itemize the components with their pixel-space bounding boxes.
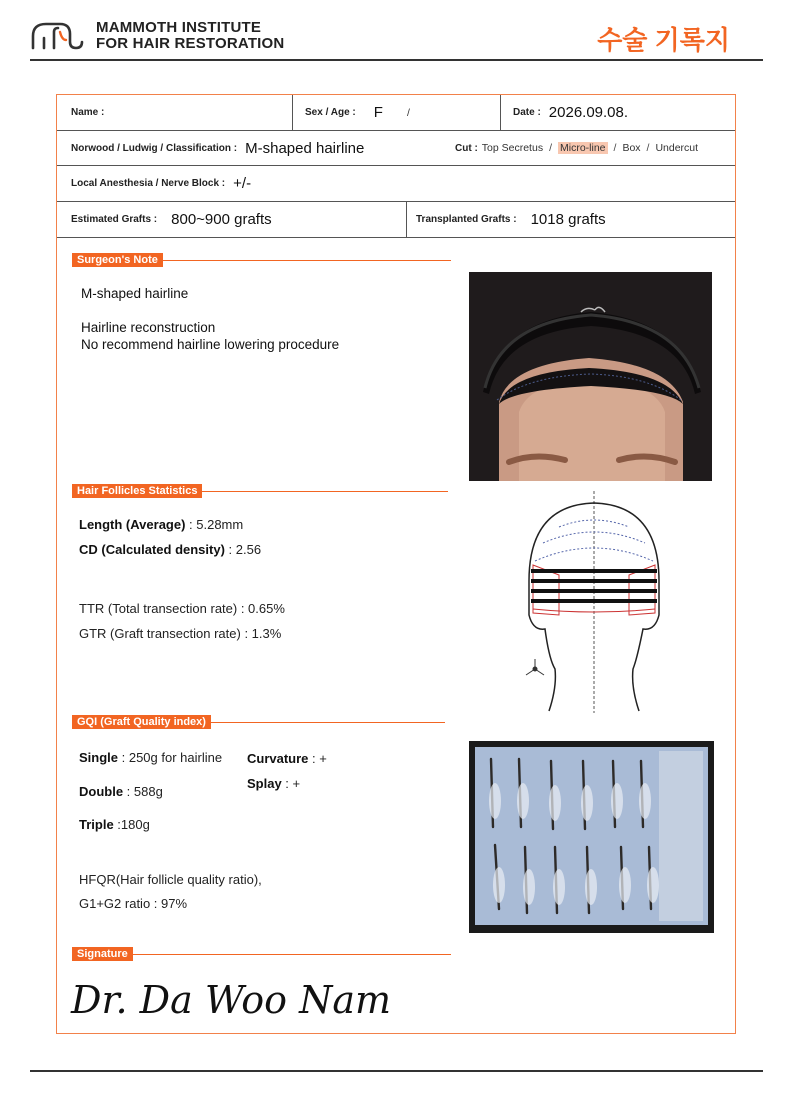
transplanted-grafts-value: 1018 grafts xyxy=(530,211,606,228)
stat-cd-value: : 2.56 xyxy=(224,542,262,557)
section-signature xyxy=(72,946,451,962)
section-gqi xyxy=(72,714,445,730)
gqi-hfqr-label: HFQR(Hair follicle quality ratio), xyxy=(79,872,262,887)
stat-length xyxy=(79,517,243,532)
name-field[interactable] xyxy=(71,95,112,130)
cut-option-box[interactable]: Box xyxy=(622,142,641,154)
estimated-grafts-field[interactable] xyxy=(71,202,272,237)
anesthesia-value: +/- xyxy=(233,175,252,192)
brand-line-1: MAMMOTH INSTITUTE xyxy=(96,19,262,36)
section-hair-follicles-statistics xyxy=(72,483,448,499)
cut-label: Cut : xyxy=(455,142,478,154)
sex-age-label: Sex / Age : xyxy=(305,107,356,118)
section-heading: Surgeon's Note xyxy=(72,253,163,267)
gqi-triple-label: Triple xyxy=(79,817,114,832)
anesthesia-field[interactable] xyxy=(71,166,251,201)
gqi-g1g2 xyxy=(79,896,187,911)
brand-line-2: FOR HAIR RESTORATION xyxy=(96,35,285,52)
divider xyxy=(406,202,407,237)
form-row-identity xyxy=(57,95,735,131)
surgery-record-form xyxy=(56,94,736,1034)
gqi-g1g2-label: G1+G2 ratio xyxy=(79,896,151,911)
stat-ttr-label: TTR (Total transection rate) xyxy=(79,601,238,616)
gqi-single xyxy=(79,750,222,765)
stat-ttr xyxy=(79,601,285,616)
date-label: Date : xyxy=(513,107,541,118)
gqi-splay-value: : + xyxy=(281,776,301,791)
gqi-double xyxy=(79,784,163,799)
surgeon-note-line-3: No recommend hairline lowering procedure xyxy=(81,337,340,352)
cut-option-micro-line[interactable]: Micro-line xyxy=(560,142,606,154)
stat-gtr xyxy=(79,626,281,641)
signature-text: Dr. Da Woo Nam xyxy=(71,978,392,1022)
follicle-photo xyxy=(469,741,714,933)
surgeon-note-line-2: Hairline reconstruction xyxy=(81,320,216,335)
gqi-single-label: Single xyxy=(79,750,119,765)
sex-age-field[interactable] xyxy=(305,95,410,130)
brand-name xyxy=(96,20,284,52)
divider xyxy=(500,95,501,130)
classification-field[interactable] xyxy=(71,131,364,165)
date-field[interactable] xyxy=(513,95,628,130)
form-row-classification xyxy=(57,131,735,166)
estimated-grafts-label: Estimated Grafts : xyxy=(71,214,158,225)
gqi-curvature-value: : + xyxy=(308,751,327,766)
footer-divider xyxy=(30,1070,763,1072)
cut-option-undercut[interactable]: Undercut xyxy=(655,142,699,154)
hairline-photo xyxy=(469,272,712,481)
stat-length-value: : 5.28mm xyxy=(185,517,244,532)
sex-value: F xyxy=(373,104,383,121)
gqi-g1g2-value: : 97% xyxy=(150,896,188,911)
classification-value: M-shaped hairline xyxy=(245,139,365,157)
stat-length-label: Length (Average) xyxy=(79,517,186,532)
cut-options: Cut : Top Secretus / Micro-line / Box / Undercut xyxy=(455,142,699,154)
stat-ttr-value: : 0.65% xyxy=(237,601,285,616)
classification-label: Norwood / Ludwig / Classification : xyxy=(71,142,238,154)
gqi-splay xyxy=(247,776,300,791)
estimated-grafts-value: 800~900 grafts xyxy=(171,211,272,228)
gqi-triple-value: :180g xyxy=(113,817,150,832)
form-row-anesthesia xyxy=(57,166,735,202)
stat-gtr-label: GTR (Graft transection rate) xyxy=(79,626,241,641)
section-heading: Signature xyxy=(72,947,133,961)
stat-cd xyxy=(79,542,261,557)
transplanted-grafts-field[interactable] xyxy=(416,202,606,237)
donor-area-head-diagram xyxy=(519,491,669,713)
gqi-curvature-label: Curvature xyxy=(247,751,309,766)
age-separator: / xyxy=(406,106,410,119)
gqi-triple xyxy=(79,817,150,832)
form-row-grafts xyxy=(57,202,735,238)
anesthesia-label: Local Anesthesia / Nerve Block : xyxy=(71,178,226,189)
stat-gtr-value: : 1.3% xyxy=(240,626,282,641)
gqi-curvature xyxy=(247,751,327,766)
name-label: Name : xyxy=(71,107,105,118)
section-heading: GQI (Graft Quality index) xyxy=(72,715,211,729)
header-divider xyxy=(30,59,763,61)
section-heading: Hair Follicles Statistics xyxy=(72,484,202,498)
date-value: 2026.09.08. xyxy=(548,104,629,121)
gqi-double-value: : 588g xyxy=(123,784,163,799)
transplanted-grafts-label: Transplanted Grafts : xyxy=(416,214,517,225)
page-title: 수술 기록지 xyxy=(597,25,730,55)
mammoth-logo-icon xyxy=(30,18,86,52)
gqi-single-value: : 250g for hairline xyxy=(118,750,223,765)
gqi-splay-label: Splay xyxy=(247,776,282,791)
signature-image xyxy=(67,969,447,1029)
cut-option-top-secretus[interactable]: Top Secretus xyxy=(481,142,544,154)
divider xyxy=(292,95,293,130)
section-surgeons-note xyxy=(72,252,451,268)
gqi-double-label: Double xyxy=(79,784,124,799)
stat-cd-label: CD (Calculated density) xyxy=(79,542,225,557)
surgeon-note-line-1: M-shaped hairline xyxy=(81,286,189,301)
